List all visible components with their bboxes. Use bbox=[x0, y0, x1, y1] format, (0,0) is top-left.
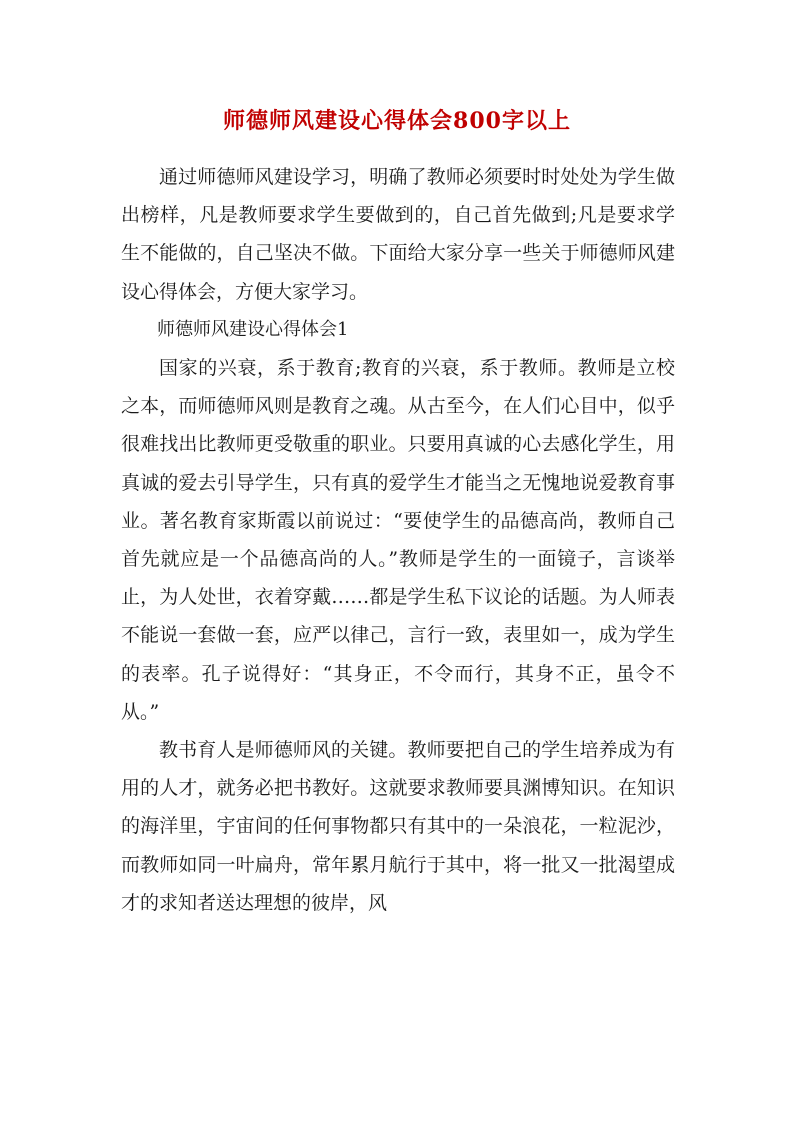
intro-paragraph: 通过师德师风建设学习，明确了教师必须要时时处处为学生做出榜样，凡是教师要求学生要做到的，自己首先做到;凡是要求学生不能做的，自己坚决不做。下面给大家分享一些关于师德师风建设心得体会，方便大家学习。 bbox=[121, 166, 675, 303]
document-title: 师德师风建设心得体会800字以上 bbox=[223, 108, 571, 134]
body-paragraph-1: 国家的兴衰，系于教育;教育的兴衰，系于教师。教师是立校之本，而师德师风则是教育之魂。从古至今，在人们心目中，似乎很难找出比教师更受敬重的职业。只要用真诚的心去感化学生，用真诚的爱去引导学生，只有真的爱学生才能当之无愧地说爱教育事业。著名教育家斯霞以前说过：“要使学生的品德高尚，教师自己首先就应是一个品德高尚的人。”教师是学生的一面镜子，言谈举止，为人处世，衣着穿戴……都是学生私下议论的话题。为人师表不能说一套做一套，应严以律己，言行一致，表里如一，成为学生的表率。孔子说得好：“其身正，不令而行，其身不正，虽令不从。” bbox=[121, 357, 675, 723]
body-paragraph-2: 教书育人是师德师风的关键。教师要把自己的学生培养成为有用的人才，就务必把书教好。这就要求教师要具渊博知识。在知识的海洋里，宇宙间的任何事物都只有其中的一朵浪花，一粒泥沙，而教师如同一叶扁舟，常年累月航行于其中，将一批又一批渴望成才的求知者送达理想的彼岸，风 bbox=[121, 739, 675, 914]
document-body bbox=[121, 158, 675, 922]
section-heading: 师德师风建设心得体会1 bbox=[157, 318, 349, 340]
